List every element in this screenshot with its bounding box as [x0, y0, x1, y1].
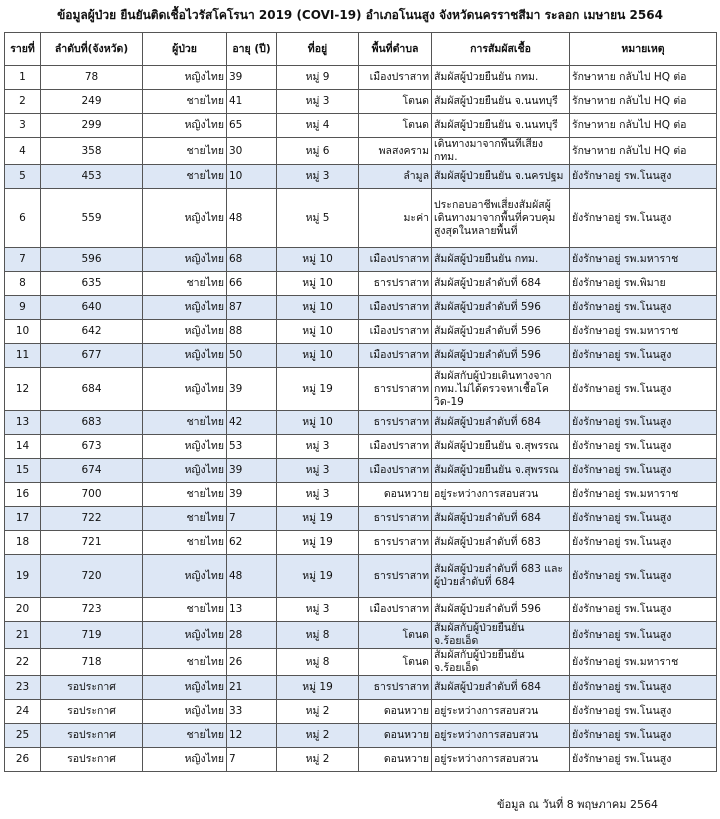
cell-age: 39	[227, 66, 277, 90]
cell-addr: หมู่ 3	[277, 459, 359, 483]
cell-patient: หญิงไทย	[143, 248, 227, 272]
cell-no: 17	[5, 507, 41, 531]
cell-addr: หมู่ 3	[277, 435, 359, 459]
table-row	[5, 724, 717, 748]
cell-note: ยังรักษาอยู่ รพ.โนนสูง	[570, 700, 717, 724]
table-row	[5, 748, 717, 772]
cell-addr: หมู่ 10	[277, 320, 359, 344]
cell-note: รักษาหาย กลับไป HQ ต่อ	[570, 138, 717, 165]
cell-patient: ชายไทย	[143, 598, 227, 622]
cell-area: เมืองปราสาท	[359, 598, 432, 622]
cell-area: เมืองปราสาท	[359, 435, 432, 459]
cell-contact: อยู่ระหว่างการสอบสวน	[432, 748, 570, 772]
cell-no: 9	[5, 296, 41, 320]
cell-age: 10	[227, 165, 277, 189]
cell-no: 6	[5, 189, 41, 248]
cell-prov: 640	[41, 296, 143, 320]
cell-note: ยังรักษาอยู่ รพ.มหาราช	[570, 248, 717, 272]
cell-patient: หญิงไทย	[143, 676, 227, 700]
cell-area: ลำมูล	[359, 165, 432, 189]
cell-patient: ชายไทย	[143, 272, 227, 296]
cell-note: ยังรักษาอยู่ รพ.โนนสูง	[570, 676, 717, 700]
cell-no: 24	[5, 700, 41, 724]
cell-note: ยังรักษาอยู่ รพ.โนนสูง	[570, 165, 717, 189]
cell-contact: สัมผัสผู้ป่วยลำดับที่ 683	[432, 531, 570, 555]
cell-patient: หญิงไทย	[143, 435, 227, 459]
cell-addr: หมู่ 5	[277, 189, 359, 248]
cell-area: เมืองปราสาท	[359, 296, 432, 320]
cell-no: 19	[5, 555, 41, 598]
page-title: ข้อมูลผู้ป่วย ยืนยันติดเชื้อไวรัสโคโรนา 2019 (COVI-19) อำเภอโนนสูง จังหวัดนครราชสีมา ระลอก เมษายน 2564	[57, 8, 663, 22]
cell-area: พลสงคราม	[359, 138, 432, 165]
cell-contact: สัมผัสผู้ป่วยลำดับที่ 684	[432, 676, 570, 700]
cell-contact: สัมผัสผู้ป่วยลำดับที่ 684	[432, 507, 570, 531]
cell-area: ธารปราสาท	[359, 368, 432, 411]
table-row	[5, 368, 717, 411]
cell-prov: 596	[41, 248, 143, 272]
cell-age: 87	[227, 296, 277, 320]
cell-contact: สัมผัสผู้ป่วยยืนยัน จ.สุพรรณ	[432, 435, 570, 459]
cell-area: ดอนหวาย	[359, 483, 432, 507]
cell-age: 48	[227, 189, 277, 248]
cell-patient: ชายไทย	[143, 649, 227, 676]
cell-patient: หญิงไทย	[143, 622, 227, 649]
cell-no: 1	[5, 66, 41, 90]
cell-area: เมืองปราสาท	[359, 320, 432, 344]
cell-area: ธารปราสาท	[359, 272, 432, 296]
cell-contact: สัมผัสกับผู้ป่วยยืนยัน จ.ร้อยเอ็ด	[432, 649, 570, 676]
cell-patient: ชายไทย	[143, 90, 227, 114]
cell-addr: หมู่ 3	[277, 598, 359, 622]
cell-patient: หญิงไทย	[143, 114, 227, 138]
table-row	[5, 248, 717, 272]
cell-addr: หมู่ 8	[277, 622, 359, 649]
cell-age: 53	[227, 435, 277, 459]
cell-no: 21	[5, 622, 41, 649]
cell-age: 65	[227, 114, 277, 138]
cell-patient: หญิงไทย	[143, 700, 227, 724]
cell-patient: หญิงไทย	[143, 296, 227, 320]
cell-patient: หญิงไทย	[143, 344, 227, 368]
cell-age: 30	[227, 138, 277, 165]
table-row	[5, 555, 717, 598]
cell-area: เมืองปราสาท	[359, 66, 432, 90]
cell-addr: หมู่ 19	[277, 676, 359, 700]
cell-area: ดอนหวาย	[359, 700, 432, 724]
cell-no: 16	[5, 483, 41, 507]
cell-no: 25	[5, 724, 41, 748]
cell-area: เมืองปราสาท	[359, 344, 432, 368]
cell-no: 11	[5, 344, 41, 368]
cell-area: เมืองปราสาท	[359, 459, 432, 483]
cell-contact: อยู่ระหว่างการสอบสวน	[432, 724, 570, 748]
cell-age: 41	[227, 90, 277, 114]
cell-prov: 299	[41, 114, 143, 138]
header-cell: หมายเหตุ	[570, 33, 717, 66]
cell-contact: สัมผัสผู้ป่วยยืนยัน จ.นครปฐม	[432, 165, 570, 189]
cell-contact: สัมผัสผู้ป่วยยืนยัน กทม.	[432, 66, 570, 90]
cell-addr: หมู่ 19	[277, 368, 359, 411]
cell-note: รักษาหาย กลับไป HQ ต่อ	[570, 90, 717, 114]
cell-prov: 684	[41, 368, 143, 411]
cell-prov: 700	[41, 483, 143, 507]
cell-patient: ชายไทย	[143, 724, 227, 748]
cell-patient: ชายไทย	[143, 138, 227, 165]
cell-note: ยังรักษาอยู่ รพ.โนนสูง	[570, 531, 717, 555]
header-cell: การสัมผัสเชื้อ	[432, 33, 570, 66]
table-row	[5, 272, 717, 296]
cell-contact: สัมผัสกับผู้ป่วยยืนยัน จ.ร้อยเอ็ด	[432, 622, 570, 649]
cell-age: 39	[227, 368, 277, 411]
cell-no: 10	[5, 320, 41, 344]
cell-patient: หญิงไทย	[143, 459, 227, 483]
cell-no: 20	[5, 598, 41, 622]
cell-age: 26	[227, 649, 277, 676]
cell-addr: หมู่ 19	[277, 531, 359, 555]
cell-no: 8	[5, 272, 41, 296]
cell-age: 28	[227, 622, 277, 649]
cell-no: 23	[5, 676, 41, 700]
cell-addr: หมู่ 19	[277, 507, 359, 531]
cell-prov: 683	[41, 411, 143, 435]
table-row	[5, 507, 717, 531]
cell-note: ยังรักษาอยู่ รพ.โนนสูง	[570, 622, 717, 649]
cell-patient: หญิงไทย	[143, 189, 227, 248]
cell-prov: 673	[41, 435, 143, 459]
cell-prov: 720	[41, 555, 143, 598]
cell-addr: หมู่ 10	[277, 272, 359, 296]
cell-prov: รอประกาศ	[41, 676, 143, 700]
cell-prov: 722	[41, 507, 143, 531]
cell-addr: หมู่ 2	[277, 724, 359, 748]
cell-addr: หมู่ 2	[277, 700, 359, 724]
cell-note: รักษาหาย กลับไป HQ ต่อ	[570, 114, 717, 138]
cell-age: 7	[227, 507, 277, 531]
cell-area: ธารปราสาท	[359, 531, 432, 555]
table-row	[5, 598, 717, 622]
cell-contact: สัมผัสกับผู้ป่วยเดินทางจาก กทม.ไม่ได้ตรวจหาเชื้อโควิด-19	[432, 368, 570, 411]
cell-area: โตนด	[359, 622, 432, 649]
cell-note: ยังรักษาอยู่ รพ.โนนสูง	[570, 189, 717, 248]
cell-age: 68	[227, 248, 277, 272]
cell-prov: รอประกาศ	[41, 724, 143, 748]
table-row	[5, 296, 717, 320]
cell-area: ดอนหวาย	[359, 724, 432, 748]
cell-area: มะค่า	[359, 189, 432, 248]
cell-addr: หมู่ 4	[277, 114, 359, 138]
cell-age: 50	[227, 344, 277, 368]
table-header-row	[5, 33, 717, 66]
cell-prov: 719	[41, 622, 143, 649]
cell-addr: หมู่ 8	[277, 649, 359, 676]
cell-note: ยังรักษาอยู่ รพ.โนนสูง	[570, 368, 717, 411]
table-row	[5, 622, 717, 649]
cell-age: 7	[227, 748, 277, 772]
cell-area: โตนด	[359, 90, 432, 114]
cell-no: 26	[5, 748, 41, 772]
cell-addr: หมู่ 3	[277, 165, 359, 189]
cell-note: ยังรักษาอยู่ รพ.โนนสูง	[570, 411, 717, 435]
cell-contact: สัมผัสผู้ป่วยลำดับที่ 684	[432, 411, 570, 435]
cell-note: ยังรักษาอยู่ รพ.โนนสูง	[570, 296, 717, 320]
cell-age: 39	[227, 459, 277, 483]
table-row	[5, 483, 717, 507]
cell-patient: ชายไทย	[143, 531, 227, 555]
cell-contact: อยู่ระหว่างการสอบสวน	[432, 483, 570, 507]
cell-patient: ชายไทย	[143, 165, 227, 189]
table-row	[5, 649, 717, 676]
cell-note: ยังรักษาอยู่ รพ.โนนสูง	[570, 724, 717, 748]
cell-patient: หญิงไทย	[143, 66, 227, 90]
cell-addr: หมู่ 3	[277, 483, 359, 507]
cell-contact: เดินทางมาจากพื้นที่เสี่ยง กทม.	[432, 138, 570, 165]
cell-no: 14	[5, 435, 41, 459]
cell-no: 18	[5, 531, 41, 555]
cell-contact: สัมผัสผู้ป่วยยืนยัน กทม.	[432, 248, 570, 272]
cell-contact: สัมผัสผู้ป่วยลำดับที่ 684	[432, 272, 570, 296]
cell-prov: 559	[41, 189, 143, 248]
cell-no: 22	[5, 649, 41, 676]
header-cell: พื้นที่ตำบล	[359, 33, 432, 66]
cell-area: ธารปราสาท	[359, 507, 432, 531]
cell-note: ยังรักษาอยู่ รพ.มหาราช	[570, 483, 717, 507]
cell-addr: หมู่ 6	[277, 138, 359, 165]
cell-patient: หญิงไทย	[143, 368, 227, 411]
cell-age: 13	[227, 598, 277, 622]
cell-age: 88	[227, 320, 277, 344]
cell-prov: 249	[41, 90, 143, 114]
cell-addr: หมู่ 10	[277, 411, 359, 435]
cell-age: 62	[227, 531, 277, 555]
cell-note: ยังรักษาอยู่ รพ.โนนสูง	[570, 459, 717, 483]
cell-addr: หมู่ 2	[277, 748, 359, 772]
cell-age: 21	[227, 676, 277, 700]
cell-contact: ประกอบอาชีพเสี่ยงสัมผัสผู้เดินทางมาจากพื้นที่ควบคุมสูงสุดในหลายพื้นที่	[432, 189, 570, 248]
cell-prov: 453	[41, 165, 143, 189]
table-row	[5, 459, 717, 483]
cell-area: โตนด	[359, 114, 432, 138]
table-row	[5, 138, 717, 165]
cell-prov: 718	[41, 649, 143, 676]
header-cell: รายที่	[5, 33, 41, 66]
table-row	[5, 90, 717, 114]
table-row	[5, 700, 717, 724]
cell-no: 13	[5, 411, 41, 435]
cell-note: ยังรักษาอยู่ รพ.มหาราช	[570, 320, 717, 344]
cell-prov: 358	[41, 138, 143, 165]
cell-contact: สัมผัสผู้ป่วยยืนยัน จ.นนทบุรี	[432, 114, 570, 138]
cell-prov: รอประกาศ	[41, 700, 143, 724]
cell-age: 39	[227, 483, 277, 507]
cell-addr: หมู่ 10	[277, 296, 359, 320]
patient-table	[4, 32, 717, 772]
table-row	[5, 320, 717, 344]
cell-area: เมืองปราสาท	[359, 248, 432, 272]
cell-note: ยังรักษาอยู่ รพ.โนนสูง	[570, 507, 717, 531]
cell-addr: หมู่ 3	[277, 90, 359, 114]
table-row	[5, 66, 717, 90]
cell-contact: อยู่ระหว่างการสอบสวน	[432, 700, 570, 724]
header-cell: อายุ (ปี)	[227, 33, 277, 66]
cell-no: 3	[5, 114, 41, 138]
cell-area: ธารปราสาท	[359, 676, 432, 700]
cell-age: 42	[227, 411, 277, 435]
cell-addr: หมู่ 10	[277, 344, 359, 368]
cell-note: ยังรักษาอยู่ รพ.โนนสูง	[570, 598, 717, 622]
cell-prov: รอประกาศ	[41, 748, 143, 772]
cell-no: 12	[5, 368, 41, 411]
cell-no: 15	[5, 459, 41, 483]
cell-no: 4	[5, 138, 41, 165]
cell-no: 2	[5, 90, 41, 114]
cell-prov: 723	[41, 598, 143, 622]
cell-note: ยังรักษาอยู่ รพ.มหาราช	[570, 649, 717, 676]
cell-contact: สัมผัสผู้ป่วยยืนยัน จ.นนทบุรี	[432, 90, 570, 114]
cell-note: ยังรักษาอยู่ รพ.โนนสูง	[570, 435, 717, 459]
cell-note: รักษาหาย กลับไป HQ ต่อ	[570, 66, 717, 90]
cell-prov: 721	[41, 531, 143, 555]
header-cell: ที่อยู่	[277, 33, 359, 66]
cell-note: ยังรักษาอยู่ รพ.โนนสูง	[570, 555, 717, 598]
cell-age: 12	[227, 724, 277, 748]
cell-addr: หมู่ 19	[277, 555, 359, 598]
table-row	[5, 411, 717, 435]
cell-age: 66	[227, 272, 277, 296]
table-row	[5, 531, 717, 555]
header-cell: ผู้ป่วย	[143, 33, 227, 66]
cell-note: ยังรักษาอยู่ รพ.โนนสูง	[570, 748, 717, 772]
cell-age: 33	[227, 700, 277, 724]
cell-area: โตนด	[359, 649, 432, 676]
cell-contact: สัมผัสผู้ป่วยลำดับที่ 596	[432, 598, 570, 622]
cell-addr: หมู่ 10	[277, 248, 359, 272]
cell-note: ยังรักษาอยู่ รพ.พิมาย	[570, 272, 717, 296]
cell-patient: หญิงไทย	[143, 320, 227, 344]
data-date-footer: ข้อมูล ณ วันที่ 8 พฤษภาคม 2564	[497, 798, 658, 811]
cell-prov: 635	[41, 272, 143, 296]
cell-area: ดอนหวาย	[359, 748, 432, 772]
cell-prov: 677	[41, 344, 143, 368]
cell-patient: ชายไทย	[143, 507, 227, 531]
cell-contact: สัมผัสผู้ป่วยยืนยัน จ.สุพรรณ	[432, 459, 570, 483]
cell-no: 7	[5, 248, 41, 272]
cell-contact: สัมผัสผู้ป่วยลำดับที่ 596	[432, 296, 570, 320]
table-row	[5, 344, 717, 368]
table-row	[5, 676, 717, 700]
cell-no: 5	[5, 165, 41, 189]
table-row	[5, 114, 717, 138]
table-row	[5, 435, 717, 459]
cell-addr: หมู่ 9	[277, 66, 359, 90]
cell-area: ธารปราสาท	[359, 411, 432, 435]
cell-contact: สัมผัสผู้ป่วยลำดับที่ 596	[432, 344, 570, 368]
cell-age: 48	[227, 555, 277, 598]
cell-contact: สัมผัสผู้ป่วยลำดับที่ 596	[432, 320, 570, 344]
cell-note: ยังรักษาอยู่ รพ.โนนสูง	[570, 344, 717, 368]
cell-patient: หญิงไทย	[143, 748, 227, 772]
cell-prov: 78	[41, 66, 143, 90]
header-cell: ลำดับที่(จังหวัด)	[41, 33, 143, 66]
cell-prov: 642	[41, 320, 143, 344]
cell-patient: หญิงไทย	[143, 555, 227, 598]
cell-area: ธารปราสาท	[359, 555, 432, 598]
cell-contact: สัมผัสผู้ป่วยลำดับที่ 683 และผู้ป่วยลำดับที่ 684	[432, 555, 570, 598]
table-row	[5, 165, 717, 189]
cell-patient: ชายไทย	[143, 483, 227, 507]
cell-prov: 674	[41, 459, 143, 483]
cell-patient: ชายไทย	[143, 411, 227, 435]
table-row	[5, 189, 717, 248]
